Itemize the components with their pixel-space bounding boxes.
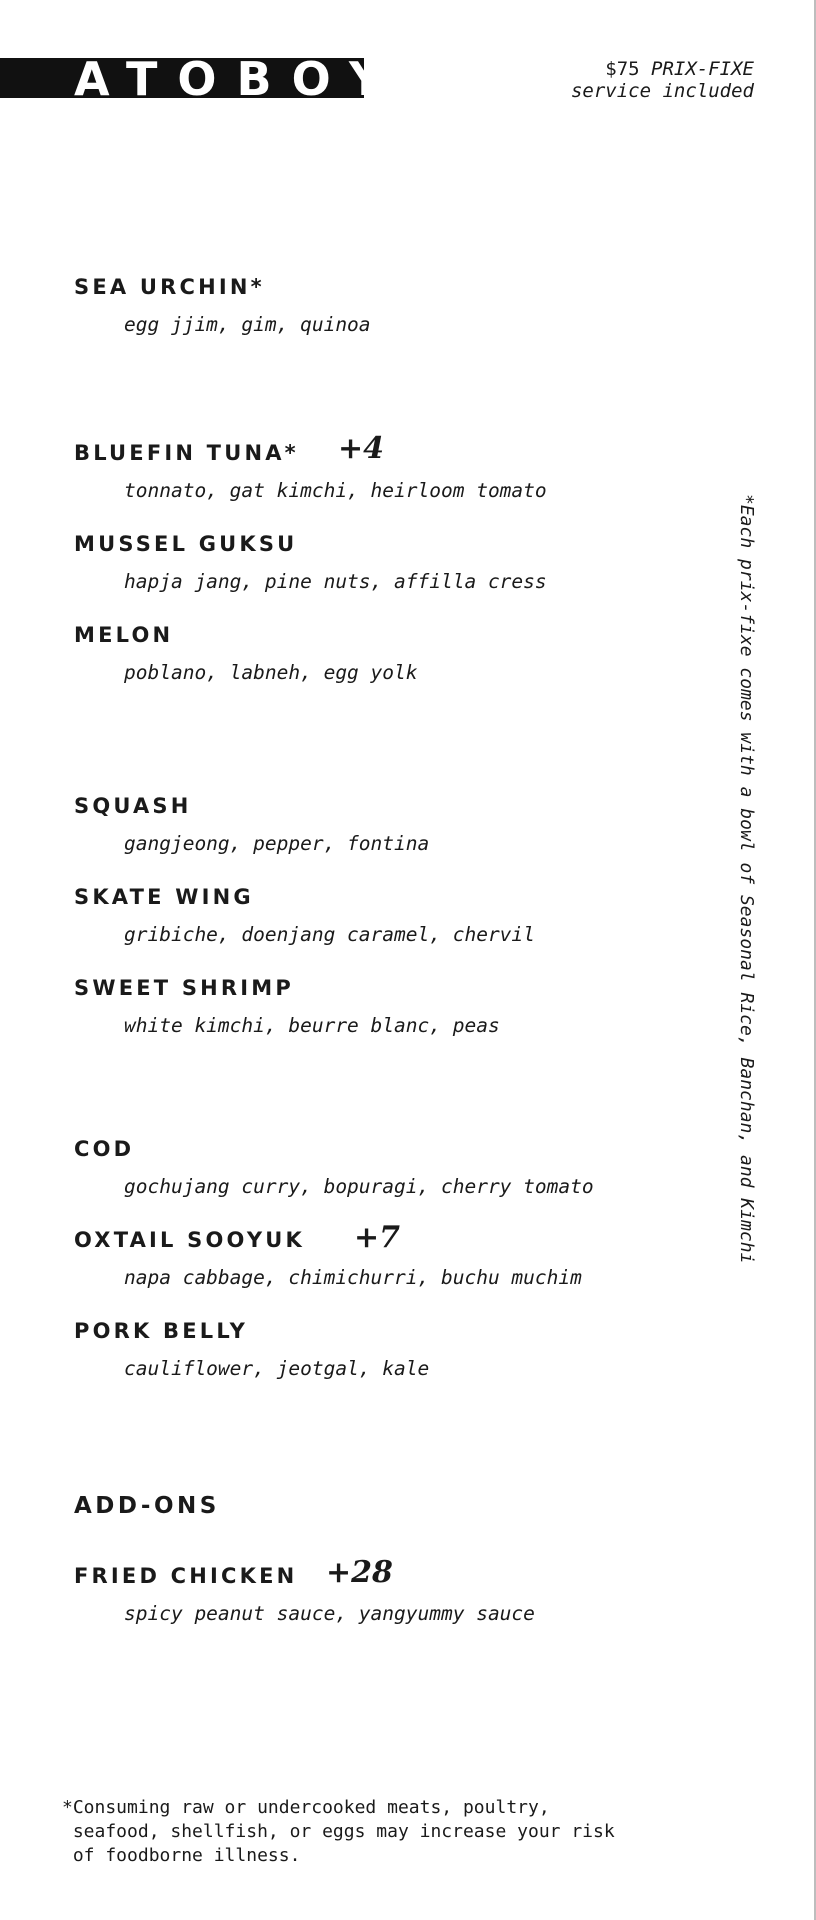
dish-desc-skate-wing: gribiche, doenjang caramel, chervil bbox=[124, 923, 535, 946]
dish-name-melon: MELON bbox=[74, 623, 174, 647]
dish-desc-bluefin-tuna: tonnato, gat kimchi, heirloom tomato bbox=[124, 479, 547, 502]
dish-desc-mussel-guksu: hapja jang, pine nuts, affilla cress bbox=[124, 570, 547, 593]
dish-name-skate-wing: SKATE WING bbox=[74, 885, 254, 909]
dish-name-squash: SQUASH bbox=[74, 794, 192, 818]
logo-text: ATOBOY bbox=[74, 52, 403, 106]
dish-name-bluefin-tuna: BLUEFIN TUNA* bbox=[74, 441, 299, 465]
prix-fixe-side-note: *Each prix-fixe comes with a bowl of Seasonal Rice, Banchan, and Kimchi bbox=[736, 494, 757, 1264]
dish-name-pork-belly: PORK BELLY bbox=[74, 1319, 249, 1343]
dish-name-fried-chicken: FRIED CHICKEN bbox=[74, 1564, 298, 1588]
dish-name-mussel-guksu: MUSSEL GUKSU bbox=[74, 532, 298, 556]
price-type: PRIX-FIXE bbox=[651, 58, 754, 80]
surcharge-oxtail-sooyuk: +7 bbox=[354, 1220, 401, 1255]
dish-desc-squash: gangjeong, pepper, fontina bbox=[124, 832, 430, 855]
dish-desc-melon: poblano, labneh, egg yolk bbox=[124, 661, 418, 684]
price-block bbox=[571, 58, 754, 102]
food-safety-disclaimer bbox=[62, 1796, 615, 1868]
disclaimer-line: seafood, shellfish, or eggs may increase your risk bbox=[62, 1821, 615, 1842]
surcharge-bluefin-tuna: +4 bbox=[338, 431, 385, 466]
disclaimer-line: *Consuming raw or undercooked meats, poultry, bbox=[62, 1797, 550, 1818]
dish-desc-pork-belly: cauliflower, jeotgal, kale bbox=[124, 1357, 430, 1380]
service-note: service included bbox=[570, 80, 754, 102]
dish-name-oxtail-sooyuk: OXTAIL SOOYUK bbox=[74, 1228, 305, 1252]
dish-desc-fried-chicken: spicy peanut sauce, yangyummy sauce bbox=[124, 1602, 535, 1625]
dish-desc-sweet-shrimp: white kimchi, beurre blanc, peas bbox=[124, 1014, 500, 1037]
dish-name-sweet-shrimp: SWEET SHRIMP bbox=[74, 976, 294, 1000]
dish-name-cod: COD bbox=[74, 1137, 135, 1161]
price-line bbox=[571, 58, 754, 80]
dish-desc-oxtail-sooyuk: napa cabbage, chimichurri, buchu muchim bbox=[124, 1266, 582, 1289]
disclaimer-line: of foodborne illness. bbox=[62, 1845, 301, 1866]
restaurant-logo bbox=[0, 52, 403, 106]
dish-desc-sea-urchin: egg jjim, gim, quinoa bbox=[124, 313, 371, 336]
price-value: $75 bbox=[605, 58, 640, 80]
dish-name-sea-urchin: SEA URCHIN* bbox=[74, 275, 265, 299]
surcharge-fried-chicken: +28 bbox=[326, 1555, 393, 1590]
addons-heading: ADD-ONS bbox=[74, 1493, 220, 1519]
dish-desc-cod: gochujang curry, bopuragi, cherry tomato bbox=[124, 1175, 594, 1198]
